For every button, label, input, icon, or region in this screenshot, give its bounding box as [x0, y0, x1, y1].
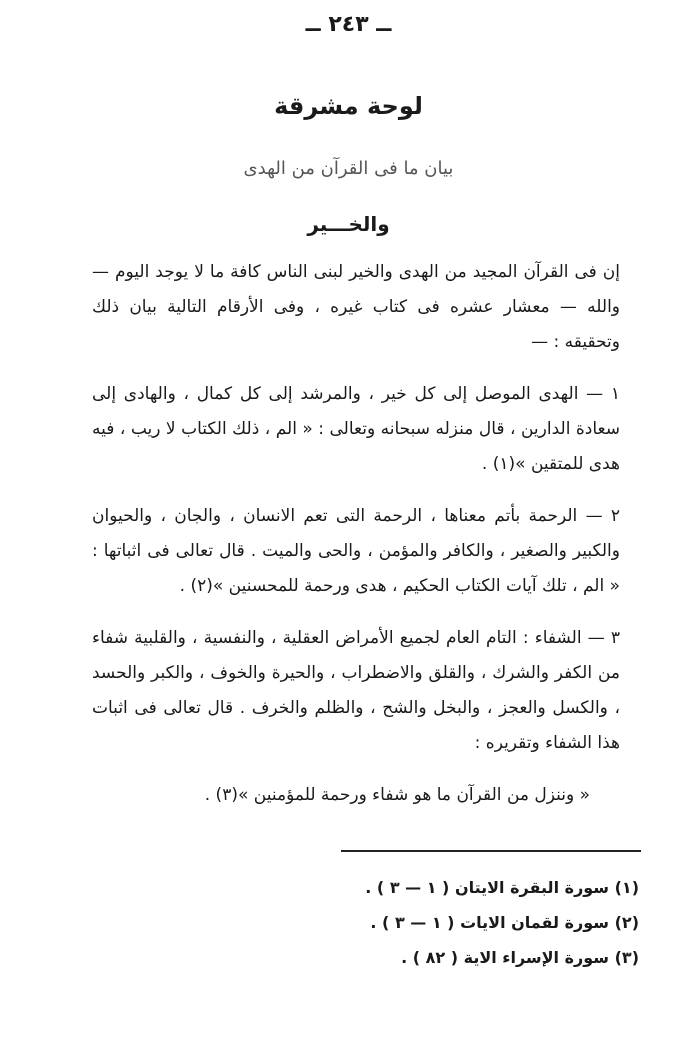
- page-subtitle: بيان ما فى القرآن من الهدى: [243, 158, 454, 179]
- paragraph-mercy: ٢ — الرحمة بأتم معناها ، الرحمة التى تعم الانسان ، والجان ، والحيوان والكبير والصغير ، والكافر والمؤمن ، والحى والميت . قال تعالى فى اثباتها : « الم ، تلك آيات الكتاب الحكيم ، هدى ورحمة للمحسنين »(٢) .: [92, 506, 620, 596]
- footnote-2: (٢) سورة لقمان الايات ( ١ — ٣ ) .: [370, 913, 639, 932]
- paragraph-intro: إن فى القرآن المجيد من الهدى والخير لبنى الناس كافة ما لا يوجد اليوم — والله — معشار عشره فى كتاب غيره ، وفى الأرقام التالية بيان ذلك وتحقيقه : —: [92, 262, 620, 352]
- page-title: لوحة مشرقة: [274, 92, 423, 120]
- footnote-1: (١) سورة البقرة الايتان ( ١ — ٣ ) .: [365, 878, 639, 897]
- page-subtitle-continued: والخـــير: [307, 212, 390, 236]
- quran-quote: « وننزل من القرآن ما هو شفاء ورحمة للمؤمنين »(٣) .: [204, 785, 590, 805]
- footnotes: [319, 870, 639, 975]
- paragraph-guidance: ١ — الهدى الموصل إلى كل خير ، والمرشد إلى كل كمال ، والهادى إلى سعادة الدارين ، قال منزله سبحانه وتعالى : « الم ، ذلك الكتاب لا ريب ، فيه هدى للمتقين »(١) .: [92, 384, 620, 474]
- footnote-divider: [341, 850, 641, 852]
- body-text: [92, 255, 620, 813]
- page-number: ــ ٢٤٣ ــ: [305, 12, 392, 37]
- paragraph-healing: ٣ — الشفاء : التام العام لجميع الأمراض العقلية ، والنفسية ، والقلبية شفاء من الكفر والشرك ، والقلق والاضطراب ، والحيرة والخوف ، والكبر والحسد ، والكسل والعجز ، والبخل والشح ، والظلم والخرف . قال تعالى فى اثبات هذا الشفاء وتقريره :: [92, 628, 620, 753]
- footnote-3: (٣) سورة الإسراء الاية ( ٨٢ ) .: [401, 948, 639, 967]
